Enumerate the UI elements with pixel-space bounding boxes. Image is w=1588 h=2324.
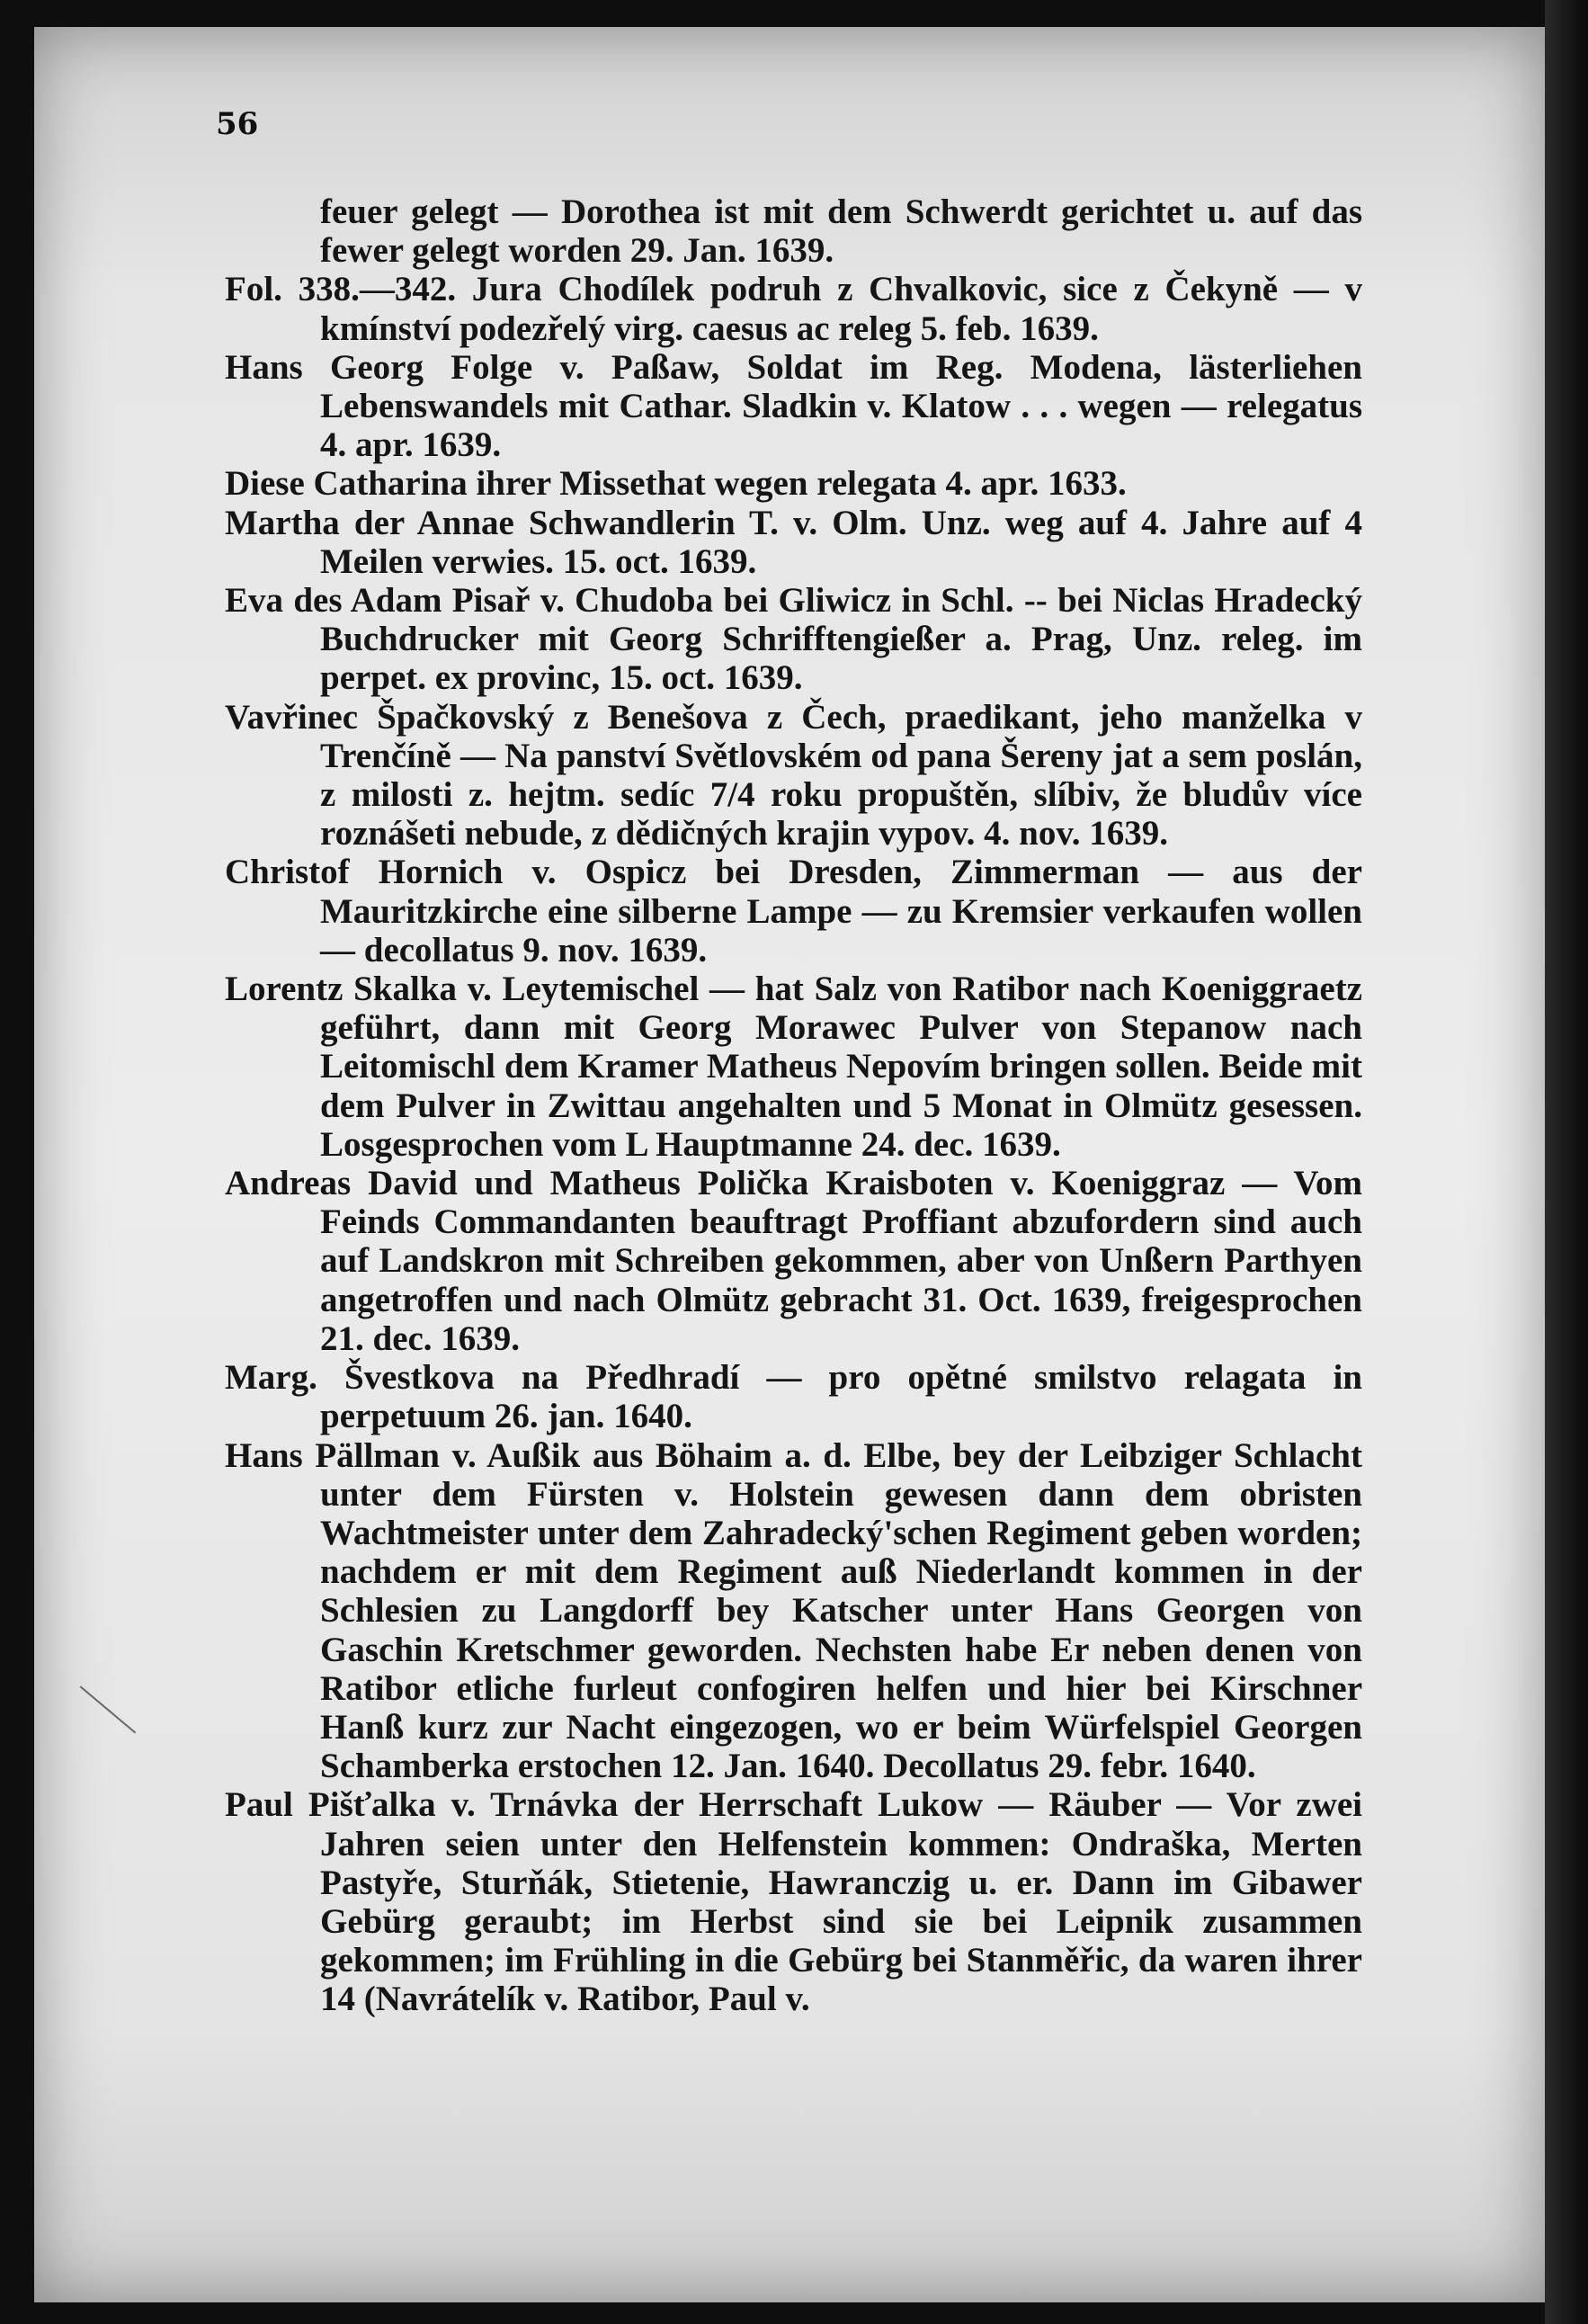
entry-7: Vavřinec Špačkovský z Benešova z Čech, praedikant, jeho manželka v Trenčíně — Na panství Světlovském od pana Šereny jat a sem poslán, z milosti z. hejtm. sedíc 7/4 roku propuštěn, slíbiv, že bludův více roznášeti nebude, z dědičných krajin vypov. 4. nov. 1639. [225,697,1362,854]
entry-13: Paul Pišťalka v. Trnávka der Herrschaft Lukow — Räuber — Vor zwei Jahren seien unter den Helfenstein kommen: Ondraška, Merten Pastyře, Sturňák, Stietenie, Hawranczig u. er. Dann im Gibawer Gebürg geraubt; im Herbst sind sie bei Leipnik zusammen gekommen; im Frühling in die Gebürg bei Stanměřic, da waren ihrer 14 (Navrátelík v. Ratibor, Paul v. [225,1785,1362,2019]
entry-8: Christof Hornich v. Ospicz bei Dresden, Zimmerman — aus der Mauritzkirche eine silberne Lampe — zu Kremsier verkaufen wollen — decollatus 9. nov. 1639. [225,853,1362,970]
entry-11: Marg. Švestkova na Předhradí — pro opětné smilstvo relagata in perpetuum 26. jan. 1640. [225,1358,1362,1436]
entry-5: Martha der Annae Schwandlerin T. v. Olm. Unz. weg auf 4. Jahre auf 4 Meilen verwies. 15. oct. 1639. [225,503,1362,581]
entry-1: feuer gelegt — Dorothea ist mit dem Schwerdt gerichtet u. auf das fewer gelegt worden 29. Jan. 1639. [320,192,1362,271]
entry-10: Andreas David und Matheus Polička Kraisboten v. Koeniggraz — Vom Feinds Commandanten beauftragt Proffiant abzufordern sind auch auf Landskron mit Schreiben gekommen, aber von Unßern Parthyen angetroffen und nach Olmütz gebracht 31. Oct. 1639, freigesprochen 21. dec. 1639. [225,1164,1362,1358]
entry-4: Diese Catharina ihrer Missethat wegen relegata 4. apr. 1633. [225,464,1127,504]
entry-2: Fol. 338.—342. Jura Chodílek podruh z Chvalkovic, sice z Čekyně — v kmínství podezřelý virg. caesus ac releg 5. feb. 1639. [225,270,1362,348]
page-number: 56 [216,106,259,142]
page-edge [1545,0,1588,2324]
page-text [225,192,1362,2019]
entry-9: Lorentz Skalka v. Leytemischel — hat Salz von Ratibor nach Koeniggraetz geführt, dann mit Georg Morawec Pulver von Stepanow nach Leitomischl dem Kramer Matheus Nepovím bringen sollen. Beide mit dem Pulver in Zwittau angehalten und 5 Monat in Olmütz gesessen. Losgesprochen vom L Hauptmanne 24. dec. 1639. [225,970,1362,1164]
entry-3: Hans Georg Folge v. Paßaw, Soldat im Reg. Modena, lästerliehen Lebenswandels mit Cathar. Sladkin v. Klatow . . . wegen — relegatus 4. apr. 1639. [225,347,1362,465]
entry-12: Hans Pällman v. Außik aus Böhaim a. d. Elbe, bey der Leibziger Schlacht unter dem Fürsten v. Holstein gewesen dann dem obristen Wachtmeister unter dem Zahradecký'schen Regiment geben worden; nachdem er mit dem Regiment auß Niederlandt kommen in der Schlesien zu Langdorff bey Katscher unter Hans Georgen von Gaschin Kretschmer geworden. Nechsten habe Er neben denen von Ratibor etliche furleut confogiren helfen und hier bei Kirschner Hanß kurz zur Nacht eingezogen, wo er beim Würfelspiel Georgen Schamberka erstochen 12. Jan. 1640. Decollatus 29. febr. 1640. [225,1435,1362,1786]
entry-6: Eva des Adam Pisař v. Chudoba bei Gliwicz in Schl. -- bei Niclas Hradecký Buchdrucker mit Georg Schrifftengießer a. Prag, Unz. releg. im perpet. ex provinc, 15. oct. 1639. [225,581,1362,698]
